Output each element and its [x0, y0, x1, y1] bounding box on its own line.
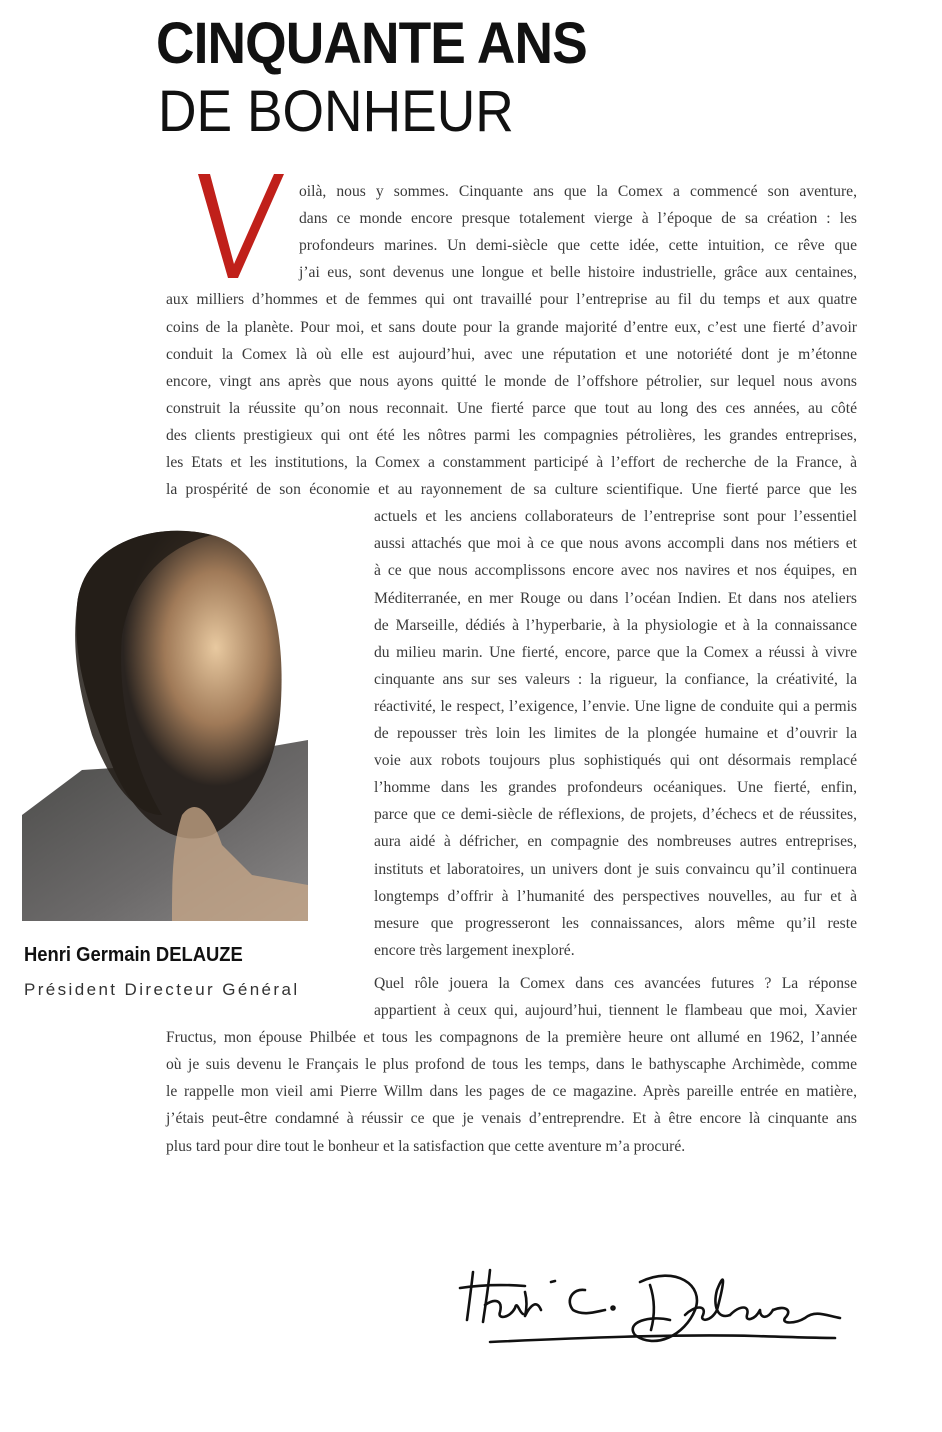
body-line: du milieu marin. Une fierté, encore, parce que la Comex a réussi à vivre: [374, 643, 857, 661]
body-line: appartient à ceux qui, aujourd’hui, tiennent le flambeau que moi, Xavier: [374, 1002, 857, 1019]
body-line: actuels et les anciens collaborateurs de l’entreprise sont pour l’essentiel: [374, 508, 857, 526]
body-line: où je suis devenu le Français le plus profond de tous les temps, dans le bathyscaphe Archimède, comme: [166, 1056, 857, 1074]
portrait-photo: [22, 515, 308, 921]
body-line: les Etats et les institutions, la Comex a constamment participé à l’effort de recherche de la France, à: [166, 454, 857, 471]
author-name: Henri Germain DELAUZE: [24, 944, 243, 966]
body-line: de repousser très loin les limites de la plongée humaine et d’ouvrir la: [374, 725, 857, 742]
body-line: instituts et laboratoires, un univers dont je suis convaincu qu’il continuera: [374, 860, 857, 878]
body-line: longtemps d’offrir à l’humanité des perspectives nouvelles, au fur et à: [374, 887, 857, 905]
body-line: voie aux robots toujours plus sophistiqués qui ont désormais remplacé: [374, 752, 857, 770]
body-line: oilà, nous y sommes. Cinquante ans que la Comex a commencé son aventure,: [299, 183, 857, 200]
body-line: l’homme dans les grandes profondeurs océaniques. Une fierté, enfin,: [374, 779, 857, 797]
title-line-2: DE BONHEUR: [158, 79, 514, 144]
body-line: profondeurs marines. Un demi-siècle que cette idée, cette intuition, ce rêve que: [299, 237, 857, 255]
body-line: à ce que nous accomplissons encore avec nos navires et nos équipes, en: [374, 562, 857, 580]
body-line: aura aidé à défricher, en compagnie des nombreuses autres entreprises,: [374, 833, 857, 851]
body-line: construit la réussite qu’on nous reconnait. Une fierté parce que tout au long des ces années, au côté: [166, 399, 857, 417]
body-line: Fructus, mon épouse Philbée et tous les compagnons de la première heure ont allumé en 1962, l’année: [166, 1029, 857, 1047]
body-line: le rappelle mon vieil ami Pierre Willm dans les pages de ce magazine. Après pareille entrée en matière,: [166, 1083, 857, 1101]
body-line: encore très largement inexploré.: [374, 941, 575, 959]
body-line: parce que ce demi-siècle de réflexions, de projets, d’échecs et de réussites,: [374, 806, 857, 824]
body-line: dans ce monde encore presque totalement vierge à l’époque de sa création : les: [299, 210, 857, 228]
body-line: de Marseille, dédiés à l’hyperbarie, à la physiologie et à la connaissance: [374, 616, 857, 634]
body-line: j’ai eus, sont devenus une longue et belle histoire industrielle, grâce aux centaines,: [299, 264, 857, 282]
body-line: réactivité, le respect, l’exigence, l’envie. Une ligne de conduite qui a permis: [374, 697, 857, 715]
body-line: cinquante ans sur ses valeurs : la rigueur, la confiance, la créativité, la: [374, 670, 857, 688]
drop-cap-v: [196, 172, 286, 280]
body-line: encore, vingt ans après que nous ayons quitté le monde de l’offshore pétrolier, sur lequel nous avons: [166, 372, 857, 390]
body-line: Quel rôle jouera la Comex dans ces avancées futures ? La réponse: [374, 974, 857, 992]
body-line: coins de la planète. Pour moi, et sans doute pour la grande majorité d’entre eux, c’est une fierté d’avoir: [166, 318, 857, 336]
body-line: aux milliers d’hommes et de femmes qui ont travaillé pour l’entreprise au fil du temps et aux quatre: [166, 291, 857, 309]
body-line: la prospérité de son économie et au rayonnement de sa culture scientifique. Une fierté parce que les: [166, 481, 857, 499]
body-line: mesure que progresseront les connaissances, alors même qu’il reste: [374, 914, 857, 932]
signature: [455, 1260, 845, 1360]
title-line-1: CINQUANTE ANS: [156, 11, 587, 76]
body-line: conduit la Comex là où elle est aujourd’hui, avec une réputation et une notoriété dont je m’étonne: [166, 345, 857, 363]
author-role: Président Directeur Général: [24, 980, 300, 999]
body-line: aussi attachés que moi à ce que nous avons accompli dans nos métiers et: [374, 535, 857, 553]
body-line: j’étais peut-être condamné à réussir ce que je venais d’entreprendre. Et à être encore là cinquante ans: [166, 1110, 857, 1128]
body-line: Méditerranée, en mer Rouge ou dans l’océan Indien. Et dans nos ateliers: [374, 589, 857, 607]
body-line: des clients prestigieux qui ont été les nôtres parmi les compagnies pétrolières, les grandes entreprises,: [166, 426, 857, 444]
body-line: plus tard pour dire tout le bonheur et la satisfaction que cette aventure m’a procuré.: [166, 1137, 686, 1155]
